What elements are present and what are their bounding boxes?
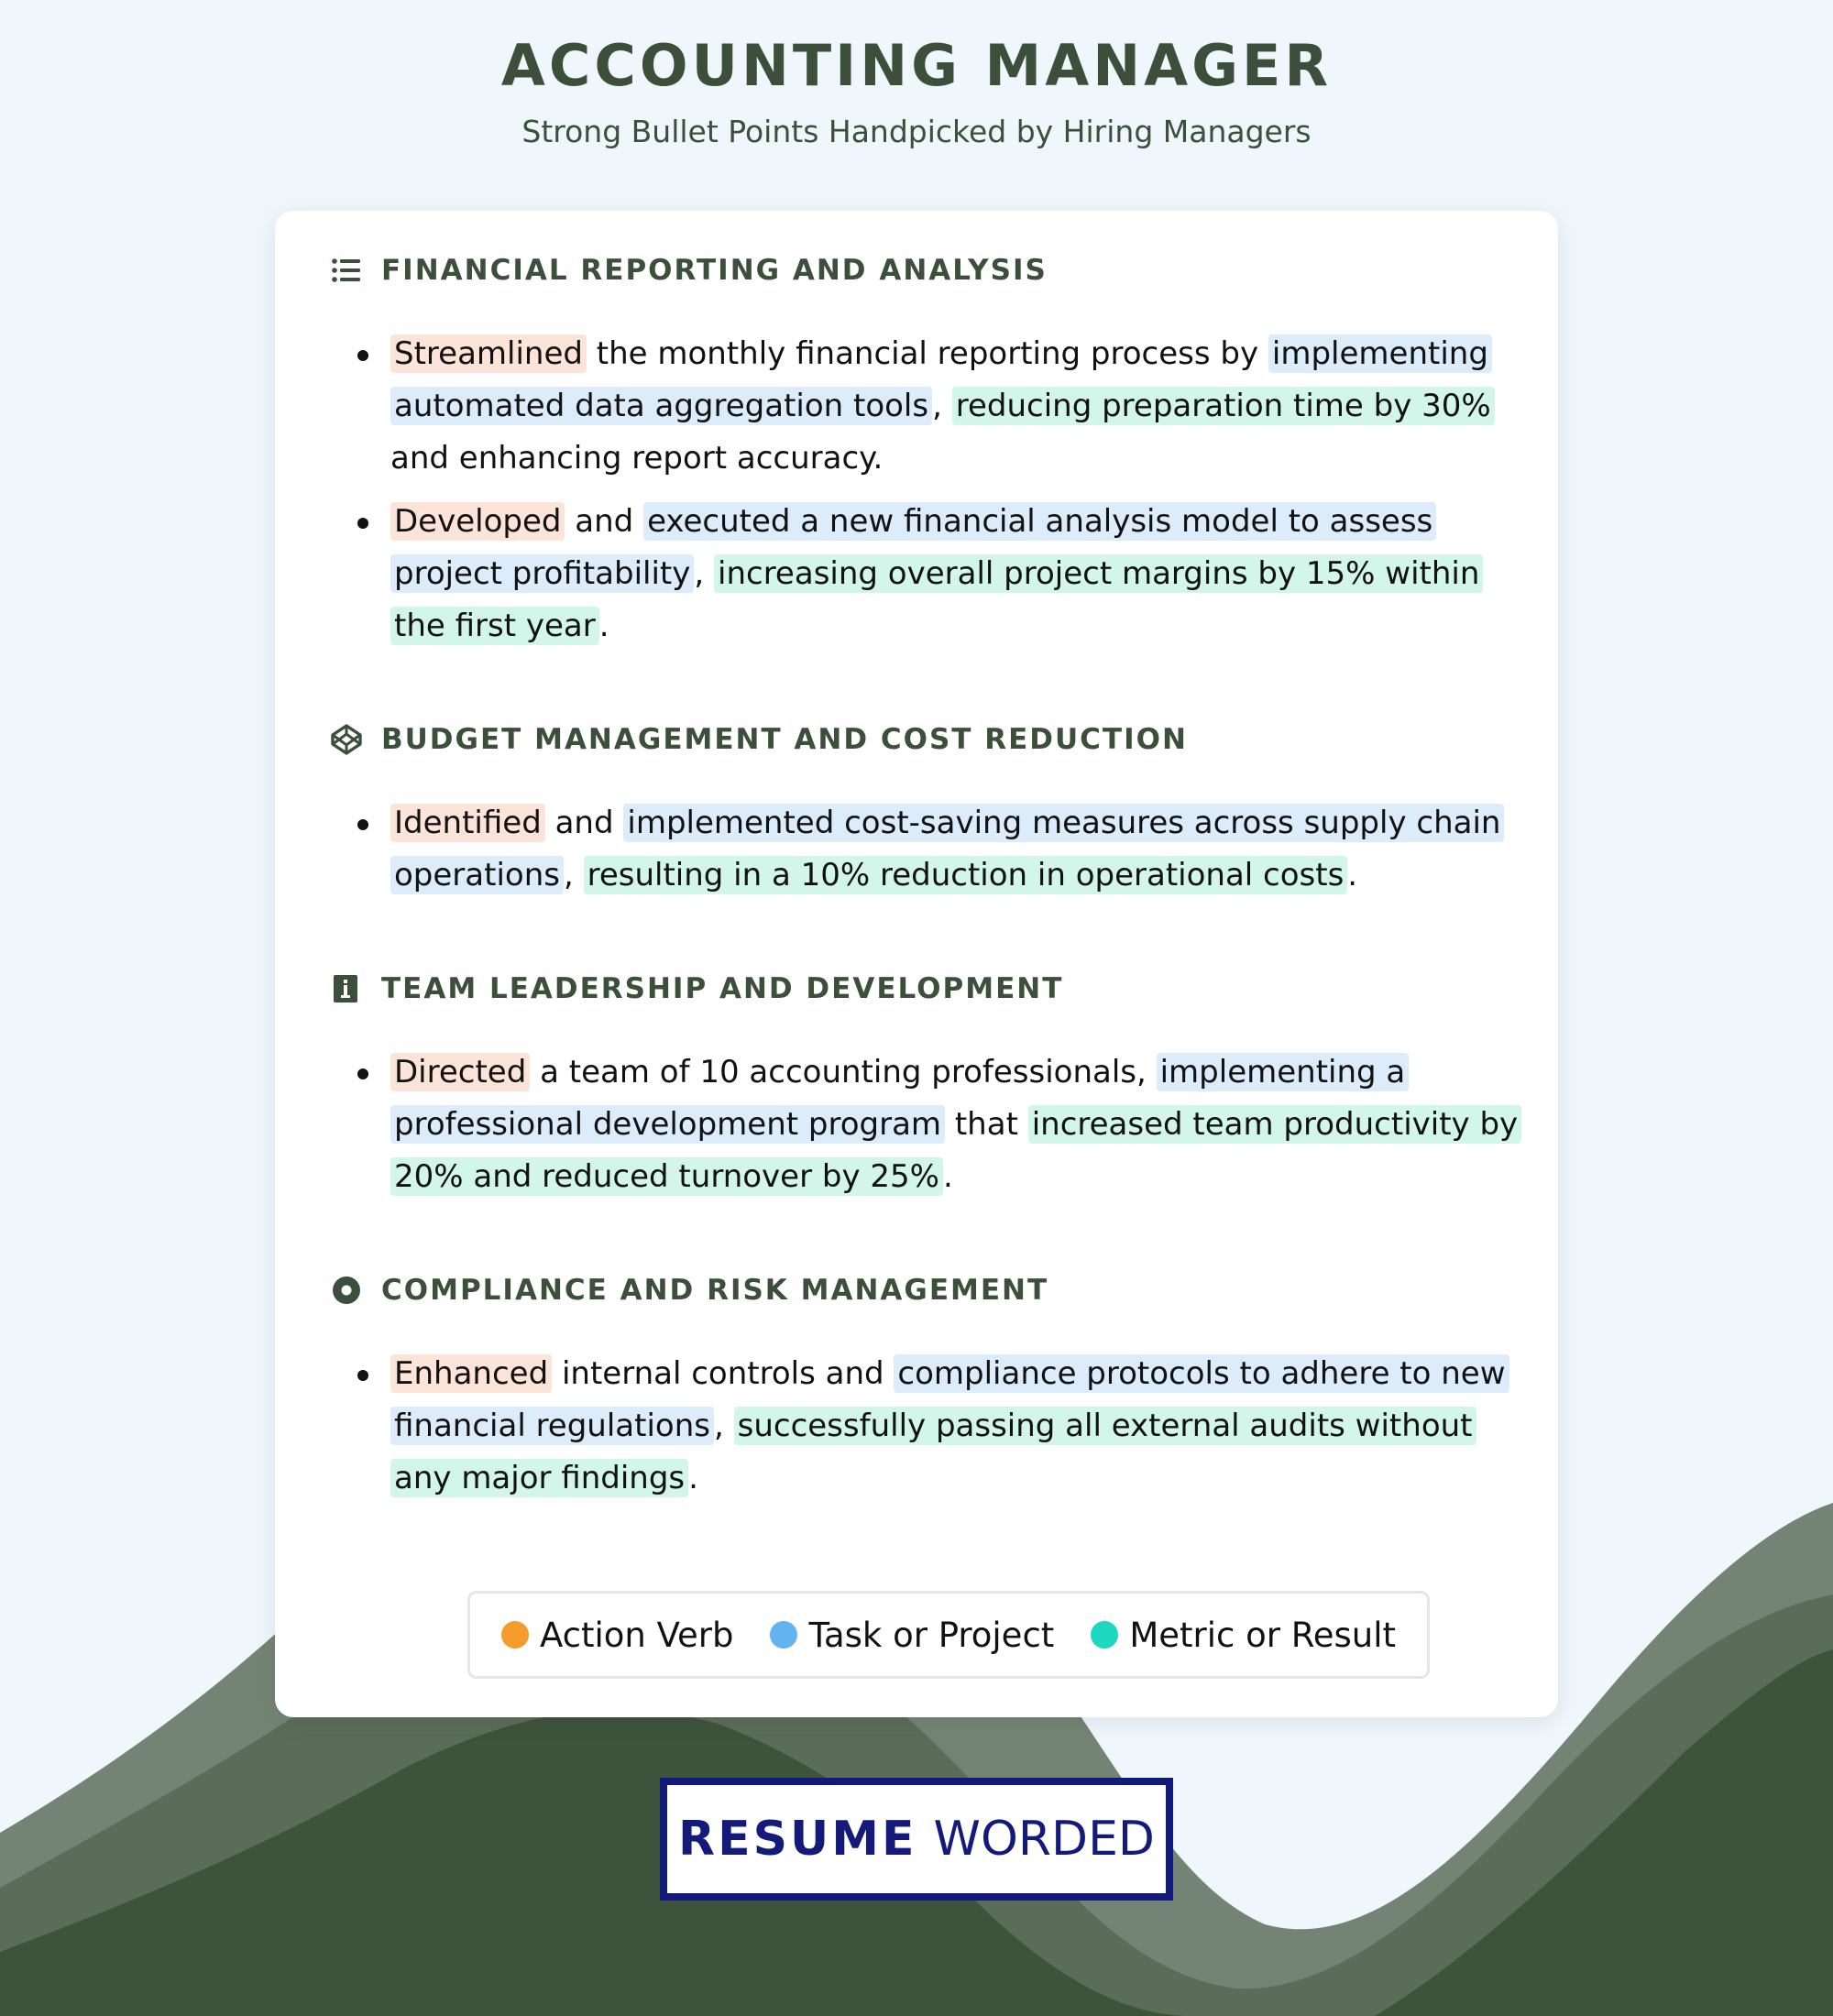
- bullet-point: [330, 1046, 1521, 1203]
- legend-label: Metric or Result: [1129, 1615, 1397, 1655]
- bullet-text: and: [544, 805, 624, 841]
- legend-item-action: [501, 1616, 734, 1655]
- metric-highlight: resulting in a 10% reduction in operational costs: [584, 856, 1348, 894]
- dot-circle-icon: [330, 1274, 363, 1307]
- bullet-text: ,: [713, 1408, 734, 1444]
- bullet-text: the monthly financial reporting process by: [586, 335, 1268, 372]
- bullet-text: .: [598, 608, 609, 644]
- action-highlight: Streamlined: [390, 334, 587, 373]
- legend-dot-icon: [1091, 1621, 1118, 1649]
- bullet-text: that: [945, 1106, 1028, 1143]
- bullet-text: .: [688, 1460, 698, 1496]
- metric-highlight: successfully passing all external audits without any major findings: [390, 1407, 1476, 1497]
- bullet-text: and enhancing report accuracy.: [390, 440, 884, 477]
- codepen-icon: [330, 723, 363, 756]
- section: [330, 717, 1521, 902]
- metric-highlight: increased team productivity by 20% and reduced turnover by 25%: [390, 1105, 1521, 1196]
- bullet-points-card: [275, 211, 1558, 1717]
- bullet-text: .: [1347, 857, 1358, 893]
- bullet-point: [330, 797, 1521, 902]
- section: [330, 1267, 1521, 1505]
- brand-light-text: WORDED: [933, 1812, 1155, 1867]
- section-header: [330, 1267, 1521, 1313]
- bullet-list: [330, 797, 1521, 902]
- bullet-text: ,: [563, 857, 584, 893]
- task-highlight: implementing a professional development program: [390, 1053, 1409, 1144]
- action-highlight: Directed: [390, 1053, 530, 1091]
- section-title: TEAM LEADERSHIP AND DEVELOPMENT: [381, 972, 1064, 1005]
- bullet-text: ,: [932, 388, 952, 424]
- resume-worded-logo[interactable]: [660, 1778, 1173, 1901]
- action-highlight: Identified: [390, 804, 545, 842]
- bullet-list: [330, 1348, 1521, 1505]
- action-highlight: Developed: [390, 502, 565, 541]
- section-header: [330, 717, 1521, 762]
- page-title: ACCOUNTING MANAGER: [500, 32, 1333, 99]
- bullet-text: and: [565, 503, 644, 540]
- section: [330, 247, 1521, 652]
- bullet-point: [330, 1348, 1521, 1505]
- task-highlight: implemented cost-saving measures across supply chain operations: [390, 804, 1504, 894]
- page-header: [0, 31, 1833, 150]
- legend-label: Task or Project: [808, 1615, 1055, 1655]
- task-highlight: compliance protocols to adhere to new financial regulations: [390, 1354, 1509, 1445]
- bullet-list: [330, 328, 1521, 652]
- legend-dot-icon: [501, 1621, 529, 1649]
- legend-label: Action Verb: [539, 1615, 734, 1655]
- metric-highlight: reducing preparation time by 30%: [952, 387, 1495, 425]
- sections-container: [330, 247, 1521, 1505]
- bullet-list: [330, 1046, 1521, 1203]
- task-highlight: executed a new financial analysis model to assess project profitability: [390, 502, 1436, 593]
- bullet-text: .: [942, 1158, 953, 1195]
- page-subtitle: Strong Bullet Points Handpicked by Hiring Managers: [521, 114, 1312, 149]
- bullet-point: [330, 496, 1521, 652]
- section: [330, 966, 1521, 1203]
- legend-item-task: [770, 1616, 1054, 1655]
- section-title: BUDGET MANAGEMENT AND COST REDUCTION: [381, 723, 1188, 756]
- highlight-legend: [467, 1591, 1430, 1679]
- brand-strong-text: RESUME: [678, 1812, 917, 1867]
- section-title: COMPLIANCE AND RISK MANAGEMENT: [381, 1274, 1049, 1307]
- id-badge-icon: [330, 972, 363, 1005]
- task-highlight: implementing automated data aggregation tools: [390, 334, 1492, 425]
- action-highlight: Enhanced: [390, 1354, 552, 1393]
- bullet-text: internal controls and: [552, 1355, 895, 1392]
- section-title: FINANCIAL REPORTING AND ANALYSIS: [381, 254, 1048, 287]
- legend-dot-icon: [770, 1621, 797, 1649]
- bullet-point: [330, 328, 1521, 485]
- bullet-text: a team of 10 accounting professionals,: [530, 1054, 1157, 1090]
- bullet-text: ,: [694, 555, 715, 592]
- metric-highlight: increasing overall project margins by 15% within the first year: [390, 554, 1483, 645]
- section-header: [330, 247, 1521, 293]
- legend-item-metric: [1091, 1616, 1396, 1655]
- list-icon: [330, 254, 363, 287]
- section-header: [330, 966, 1521, 1012]
